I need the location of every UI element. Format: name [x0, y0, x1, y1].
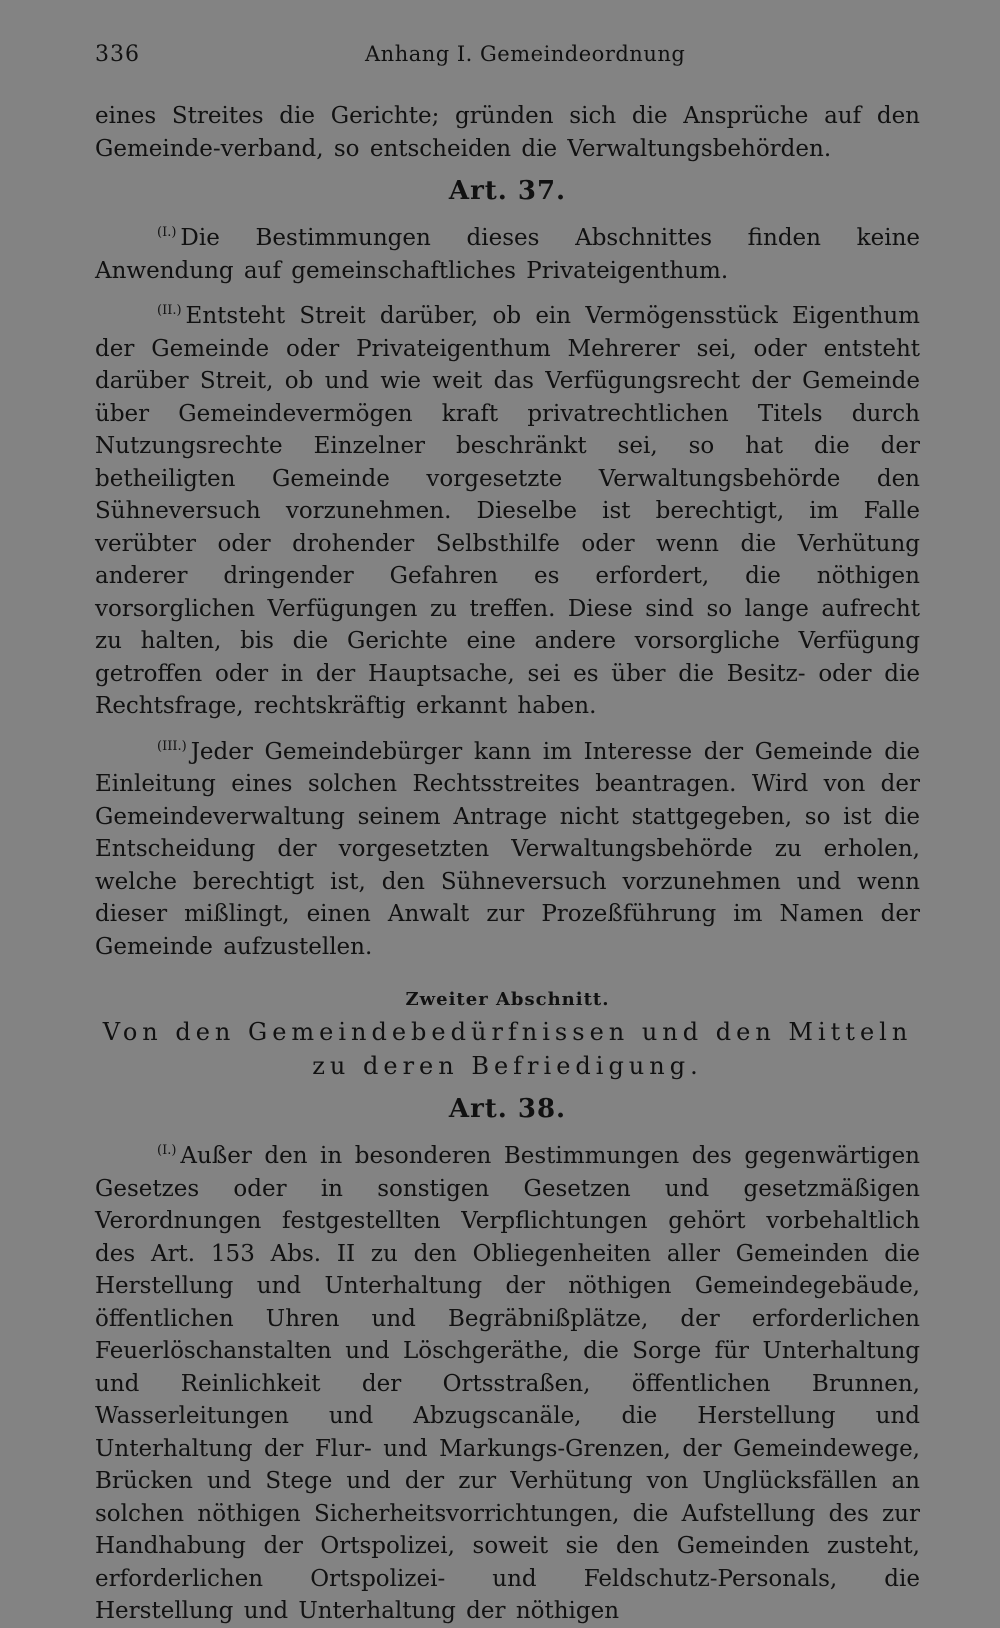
article-37-paragraph-2: [95, 295, 920, 723]
paragraph-text: Außer den in besonderen Bestimmungen des gegenwärtigen Gesetzes oder in sonstigen Gesetzen und gesetzmäßigen Verordnungen festgestellten Verpflichtungen gehört vorbehaltlich des Art. 153 Abs. II zu den Obliegenheiten aller Gemeinden die Herstellung und Unterhaltung der nöthigen Gemeindegebäude, öffentlichen Uhren und Begräbnißplätze, der erforderlichen Feuerlöschanstalten und Löschgeräthe, die Sorge für Unterhaltung und Reinlichkeit der Ortsstraßen, öffentlichen Brunnen, Wasserleitungen und Abzugscanäle, die Herstellung und Unterhaltung der Flur- und Markungs-Grenzen, der Gemeindewege, Brücken und Stege und der zur Verhütung von Unglücksfällen an solchen nöthigen Sicherheitsvorrichtungen, die Aufstellung des zur Handhabung der Ortspolizei, soweit sie den Gemeinden zusteht, erforderlichen Ortspolizei- und Feldschutz-Personals, die Herstellung und Unterhaltung der nöthigen: [95, 1143, 920, 1624]
paragraph-text: Die Bestimmungen dieses Abschnittes finden keine Anwendung auf gemeinschaftliches Privateigenthum.: [95, 225, 920, 284]
section-label: Zweiter Abschnitt.: [405, 989, 610, 1010]
article-37-heading: Art. 37.: [448, 176, 567, 206]
running-header: [95, 42, 920, 72]
paragraph-marker: (I.): [157, 225, 177, 240]
paragraph-text: Entsteht Streit darüber, ob ein Vermögensstück Eigenthum der Gemeinde oder Privateigenthum Mehrerer sei, oder entsteht darüber Streit, ob und wie weit das Verfügungsrecht der Gemeinde über Gemeindevermögen kraft privatrechtlichen Titels durch Nutzungsrechte Einzelner beschränkt sei, so hat die der betheiligten Gemeinde vorgesetzte Verwaltungsbehörde den Sühneversuch vorzunehmen. Dieselbe ist berechtigt, im Falle verübter oder drohender Selbsthilfe oder wenn die Verhütung anderer dringender Gefahren es erfordert, die nöthigen vorsorglichen Verfügungen zu treffen. Diese sind so lange aufrecht zu halten, bis die Gerichte eine andere vorsorgliche Verfügung getroffen oder in der Hauptsache, sei es über die Besitz- oder die Rechtsfrage, rechtskräftig erkannt haben.: [95, 303, 920, 719]
section-title: Von den Gemeindebedürfnissen und den Mitteln zu deren Befriedigung.: [102, 1018, 913, 1080]
article-37-paragraph-3: [95, 731, 920, 964]
article-38-paragraph-1: [95, 1135, 920, 1628]
paragraph-marker: (I.): [157, 1143, 177, 1158]
paragraph-text: Jeder Gemeindebürger kann im Interesse der Gemeinde die Einleitung eines solchen Rechtsstreites beantragen. Wird von der Gemeindeverwaltung seinem Antrage nicht stattgegeben, so ist die Entscheidung der vorgesetzten Verwaltungsbehörde zu erholen, welche berechtigt ist, den Sühneversuch vorzunehmen und wenn dieser mißlingt, einen Anwalt zur Prozeßführung im Namen der Gemeinde aufzustellen.: [95, 738, 920, 960]
paragraph-marker: (III.): [157, 738, 187, 754]
article-38-heading: Art. 38.: [448, 1094, 567, 1124]
text-body: [95, 100, 920, 1628]
running-title: Anhang I. Gemeindeordnung: [365, 42, 686, 66]
intro-paragraph: eines Streites die Gerichte; gründen sich die Ansprüche auf den Gemeinde-verband, so entscheiden die Verwaltungsbehörden.: [95, 103, 920, 162]
page-number: 336: [95, 42, 140, 67]
paragraph-marker: (II.): [157, 303, 182, 318]
article-37-paragraph-1: [95, 217, 920, 287]
